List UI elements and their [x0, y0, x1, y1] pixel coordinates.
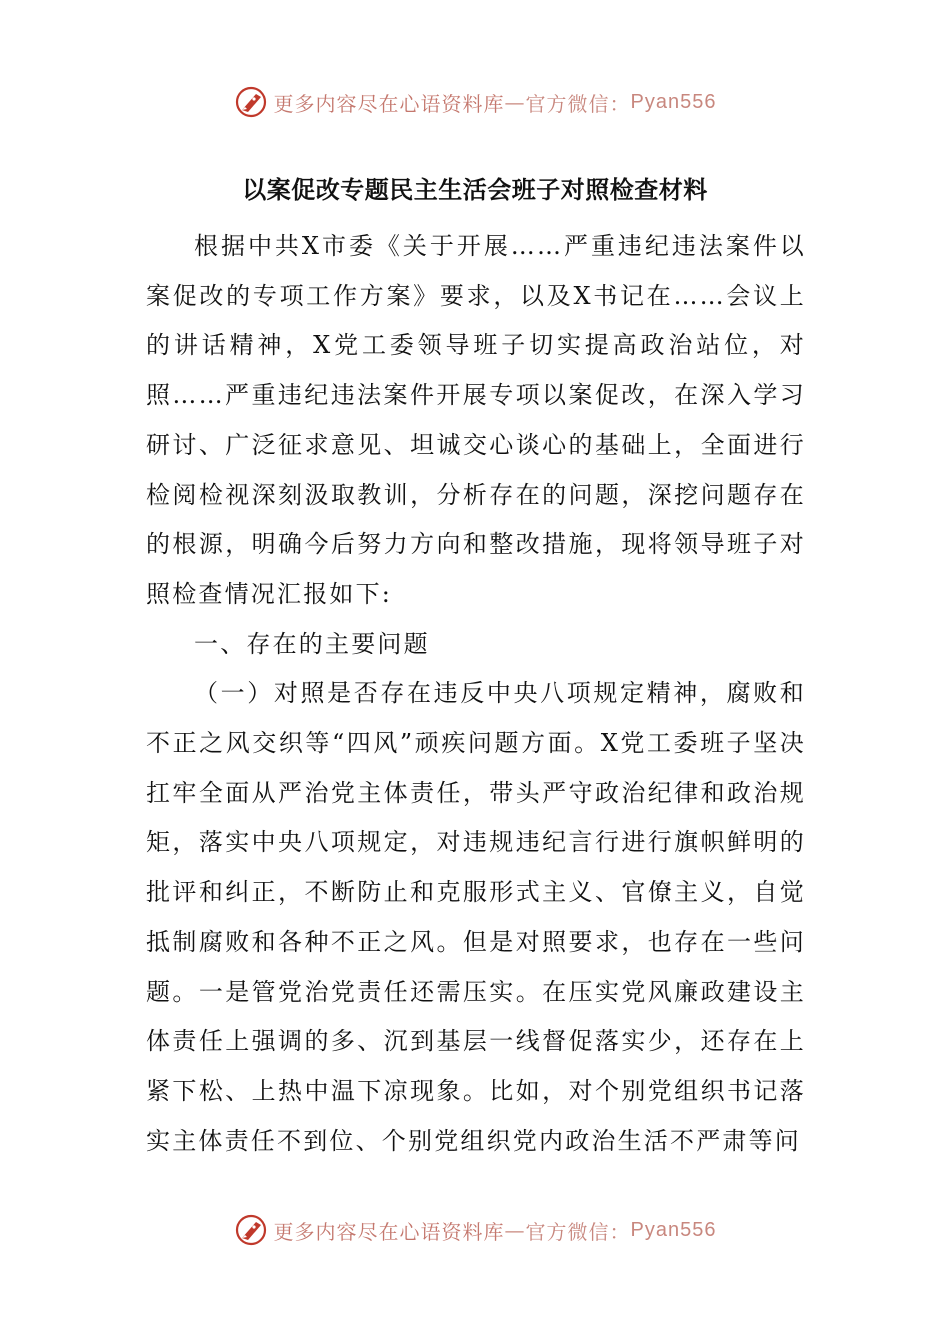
- section-heading: 一、存在的主要问题: [194, 629, 430, 658]
- header-watermark: [0, 82, 950, 122]
- watermark-separator: —: [504, 1218, 526, 1242]
- intro-paragraph: 根据中共X市委《关于开展……严重违纪违法案件以案促改的专项工作方案》要求，以及X书记在……会议上的讲话精神，X党工委领导班子切实提高政治站位，对照……严重违纪违法案件开展专项以案促改，在深入学习研讨、广泛征求意见、坦诚交心谈心的基础上，全面进行检阅检视深刻汲取教训，分析存在的问题，深挖问题存在的根源，明确今后努力方向和整改措施，现将领导班子对照检查情况汇报如下:: [146, 232, 806, 608]
- watermark-label: 官方微信：: [525, 1219, 631, 1244]
- footer-watermark: [0, 1210, 950, 1250]
- watermark-separator: —: [504, 90, 526, 114]
- document-body: [146, 222, 806, 1166]
- pen-nib-logo-icon: [234, 1213, 268, 1247]
- document-title: 以案促改专题民主生活会班子对照检查材料: [242, 175, 708, 204]
- section-paragraph: （一）对照是否存在违反中央八项规定精神，腐败和不正之风交织等“四风”顽疾问题方面。X党工委班子坚决扛牢全面从严治党主体责任，带头严守政治纪律和政治规矩，落实中央八项规定，对违规违纪言行进行旗帜鲜明的批评和纠正，不断防止和克服形式主义、官僚主义，自觉抵制腐败和各种不正之风。但是对照要求，也存在一些问题。一是管党治党责任还需压实。在压实党风廉政建设主体责任上强调的多、沉到基层一线督促落实少，还存在上紧下松、上热中温下凉现象。比如，对个别党组织书记落实主体责任不到位、个别党组织党内政治生活不严肃等问: [146, 679, 806, 1155]
- watermark-main-text: 更多内容尽在心语资料库: [273, 1219, 505, 1244]
- watermark-wechat-id: Pyan556: [630, 1218, 717, 1241]
- watermark-wechat-id: Pyan556: [630, 90, 717, 113]
- watermark-label: 官方微信：: [525, 91, 631, 116]
- watermark-main-text: 更多内容尽在心语资料库: [273, 91, 505, 116]
- pen-nib-logo-icon: [234, 85, 268, 119]
